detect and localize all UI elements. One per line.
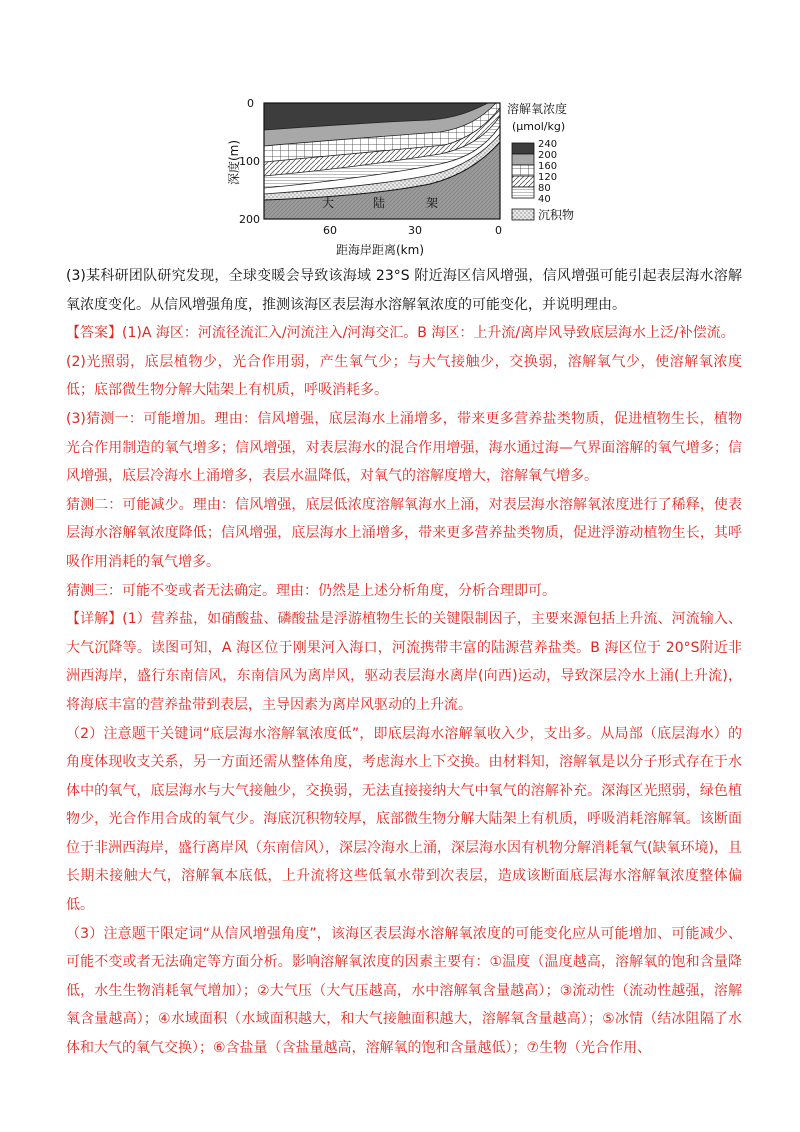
y-axis-label: 深度(m) <box>227 139 241 185</box>
legend-swatch-sediment <box>512 209 534 220</box>
answer-3-guess-2: 猜测二：可能减少。理由：信风增强，底层低浓度溶解氧海水上涌，对表层海水溶解氧浓度进行了稀释，使表层海水溶解氧浓度降低；信风增强，底层海水上涌增多，带来更多营养盐类物质，促进浮游动植物生长，其呼吸作用消耗的氧气增多。 <box>66 496 742 570</box>
answer-3-guess-1: (3)猜测一：可能增加。理由：信风增强，底层海水上涌增多，带来更多营养盐类物质，促进植物生长，植物光合作用制造的氧气增多；信风增强，对表层海水的混合作用增强，海水通过海—气界面溶解的氧气增多；信风增强，底层冷海水上涌增多，表层水温降低，对氧气的溶解度增大，溶解氧气增多。 <box>66 410 742 485</box>
legend-value-120: 120 <box>538 172 558 183</box>
legend-swatch-80 <box>512 187 534 198</box>
dissolved-oxygen-cross-section <box>0 0 800 262</box>
answer-2: (2)光照弱，底层植物少，光合作用弱，产生氧气少；与大气接触少，交换弱，溶解氧气少，使溶解氧浓度低；底部微生物分解大陆架上有机质，呼吸消耗多。 <box>66 353 742 399</box>
question-3: (3)某科研团队研究发现，全球变暖会导致该海域 23°S 附近海区信风增强，信风增强可能引起表层海水溶解氧浓度变化。从信风增强角度，推测该海区表层海水溶解氧浓度的可能变化，并说明理由。 <box>66 268 742 313</box>
x-tick-30: 30 <box>408 224 422 237</box>
legend-value-160: 160 <box>538 161 558 172</box>
detail-1: 【详解】(1）营养盐，如硝酸盐、磷酸盐是浮游植物生长的关键限制因子，主要来源包括上升流、河流输入、大气沉降等。读图可知，A 海区位于刚果河入海口，河流携带丰富的陆源营养盐类。B 海区位于 20°S附近非洲西海岸，盛行东南信风，东南信风为离岸风，驱动表层海水离岸(向西)运动，导致深层冷水上涌(上升流)，将海底丰富的营养盐带到表层，主导因素为离岸风驱动的上升流。 <box>66 611 742 713</box>
x-axis-label: 距海岸距离(km) <box>336 243 425 257</box>
legend-swatch-240 <box>512 143 534 154</box>
detail-2: （2）注意题干关键词“底层海水溶解氧浓度低”，即底层海水溶解氧收入少，支出多。从局部（底层海水）的角度体现收支关系，另一方面还需从整体角度，考虑海水上下交换。由材料知，溶解氧是以分子形式存在于水体中的氧气，底层海水与大气接触少，交换弱，无法直接接纳大气中氧气的溶解补充。深海区光照弱，绿色植物少，光合作用合成的氧气少。海底沉积物较厚，底部微生物分解大陆架上有机质，呼吸消耗溶解氧。该断面位于非洲西海岸，盛行离岸风（东南信风），深层冷海水上涌，深层海水因有机物分解消耗氧气(缺氧环境)，且长期未接触大气，溶解氧本底低，上升流将这些低氧水带到次表层，造成该断面底层海水溶解氧浓度整体偏低。 <box>66 725 742 914</box>
shelf-label-3: 架 <box>426 196 439 210</box>
y-tick-0: 0 <box>247 97 254 110</box>
legend-value-40: 40 <box>538 194 551 205</box>
legend <box>507 101 574 222</box>
x-tick-0: 0 <box>495 224 502 237</box>
legend-swatch-200 <box>512 154 534 165</box>
y-tick-200: 200 <box>239 213 260 226</box>
legend-swatch-120 <box>512 176 534 187</box>
legend-sediment-label: 沉积物 <box>538 208 575 222</box>
legend-value-80: 80 <box>538 183 551 194</box>
x-tick-60: 60 <box>323 224 337 237</box>
answer-3-guess-3: 猜测三：可能不变或者无法确定。理由：仍然是上述分析角度，分析合理即可。 <box>66 582 556 599</box>
document-body <box>66 262 742 1063</box>
legend-swatch-160 <box>512 165 534 176</box>
legend-unit: (μmol/kg) <box>512 120 566 133</box>
y-tick-100: 100 <box>239 155 260 168</box>
answer-1: 【答案】(1)A 海区：河流径流汇入/河流注入/河海交汇。B 海区：上升流/离岸风导致底层海水上泛/补偿流。 <box>66 325 735 342</box>
detail-3: （3）注意题干限定词“从信风增强角度”，该海区表层海水溶解氧浓度的可能变化应从可能增加、可能减少、可能不变或者无法确定等方面分析。影响溶解氧浓度的因素主要有：①温度（温度越高，溶解氧的饱和含量降低，水生生物消耗氧气增加）；②大气压（大气压越高，水中溶解氧含量越高）；③流动性（流动性越强，溶解氧含量越高）；④水域面积（水域面积越大，和大气接触面积越大，溶解氧含量越高）；⑤冰情（结冰阻隔了水体和大气的氧气交换）；⑥含盐量（含盐量越高，溶解氧的饱和含量越低）；⑦生物（光合作用、 <box>66 925 742 1057</box>
legend-value-200: 200 <box>538 150 558 161</box>
legend-value-240: 240 <box>538 139 558 150</box>
shelf-label-1: 大 <box>322 196 335 210</box>
legend-title: 溶解氧浓度 <box>507 102 568 116</box>
shelf-label-2: 陆 <box>373 196 386 210</box>
